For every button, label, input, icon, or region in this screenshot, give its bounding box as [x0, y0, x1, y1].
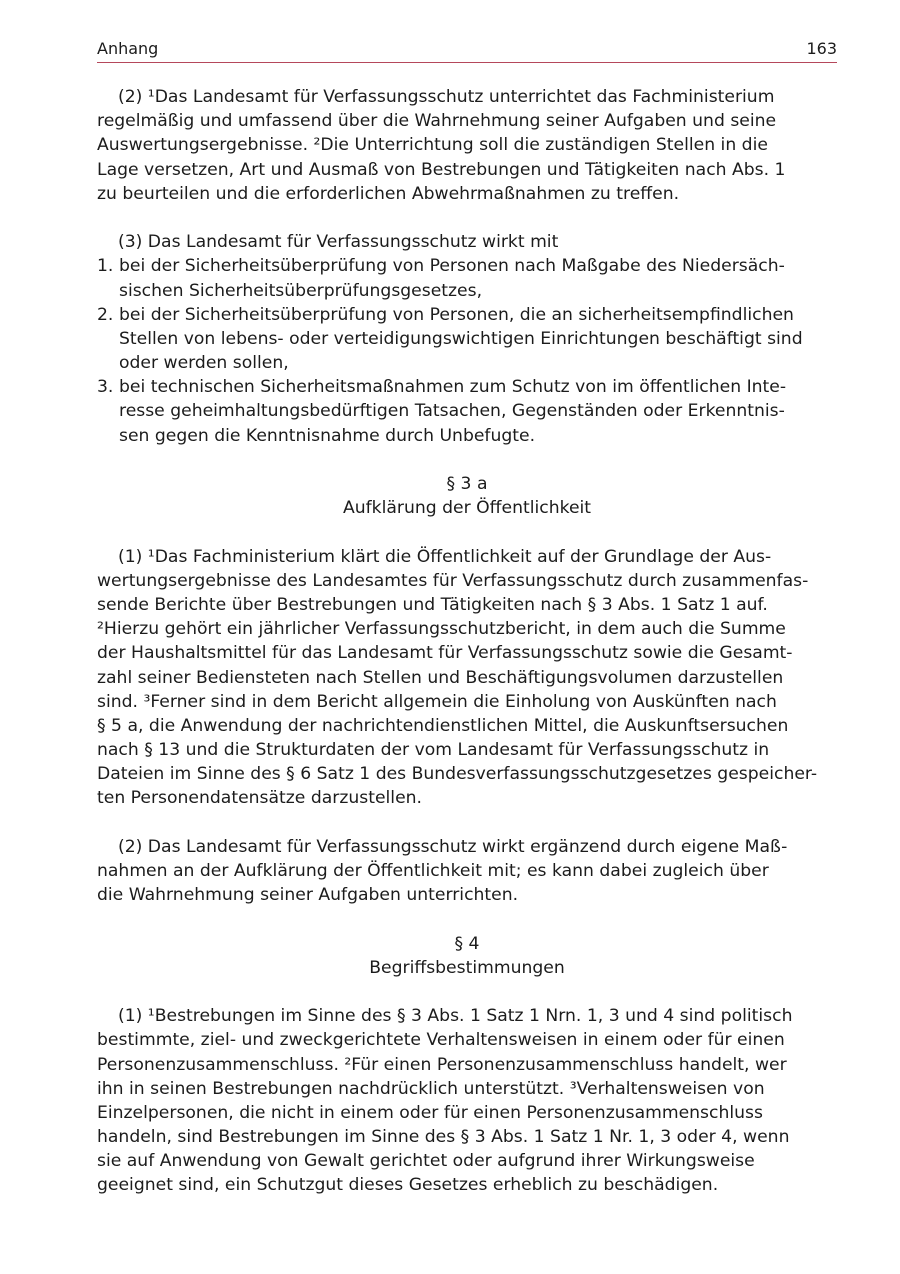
- section-title: Begriffsbestimmungen: [369, 957, 565, 978]
- text-line: (2) Das Landesamt für Verfassungsschutz wirkt ergänzend durch eigene Maß-: [118, 836, 788, 857]
- text-line: geeignet sind, ein Schutzgut dieses Gesetzes erheblich zu beschädigen.: [97, 1175, 719, 1196]
- text-line: nach § 13 und die Strukturdaten der vom Landesamt für Verfassungsschutz in: [97, 740, 770, 761]
- text-line: wertungsergebnisse des Landesamtes für Verfassungsschutz durch zusammenfas-: [97, 570, 809, 591]
- text-line: die Wahrnehmung seiner Aufgaben unterrichten.: [97, 885, 519, 906]
- text-line: nahmen an der Aufklärung der Öffentlichkeit mit; es kann dabei zugleich über: [97, 861, 769, 881]
- spacer: [97, 907, 842, 931]
- text-line: Stellen von lebens- oder verteidigungswichtigen Einrichtungen beschäftigt sind: [119, 328, 803, 349]
- text-line: zu beurteilen und die erforderlichen Abwehrmaßnahmen zu treffen.: [97, 183, 680, 204]
- text-line: oder werden sollen,: [119, 353, 289, 374]
- paragraph-3a-2: [97, 835, 842, 908]
- text-line: Lage versetzen, Art und Ausmaß von Bestrebungen und Tätigkeiten nach Abs. 1: [97, 159, 786, 180]
- text-line: bei technischen Sicherheitsmaßnahmen zum Schutz von im öffentlichen Inte-: [119, 377, 787, 398]
- text-line: sende Berichte über Bestrebungen und Tätigkeiten nach § 3 Abs. 1 Satz 1 auf.: [97, 594, 768, 615]
- paragraph-4-1: [97, 1004, 842, 1198]
- text-line: (1) ¹Bestrebungen im Sinne des § 3 Abs. 1 Satz 1 Nrn. 1, 3 und 4 sind politisch: [118, 1006, 793, 1027]
- text-line: ihn in seinen Bestrebungen nachdrücklich unterstützt. ³Verhaltensweisen von: [97, 1078, 765, 1099]
- text-line: § 5 a, die Anwendung der nachrichtendienstlichen Mittel, die Auskunftsersuchen: [97, 715, 789, 736]
- page-header: [97, 38, 837, 63]
- section-number: § 4: [454, 933, 480, 954]
- running-head-section: Anhang: [97, 39, 159, 58]
- paragraph-3-2: [97, 85, 842, 206]
- paragraph-3-3: [97, 230, 842, 448]
- text-line: Personenzusammenschluss. ²Für einen Personenzusammenschluss handelt, wer: [97, 1054, 787, 1075]
- text-line: (3) Das Landesamt für Verfassungsschutz wirkt mit: [118, 232, 559, 253]
- list-item: [97, 254, 842, 302]
- spacer: [97, 206, 842, 230]
- text-line: sie auf Anwendung von Gewalt gerichtet oder aufgrund ihrer Wirkungsweise: [97, 1151, 755, 1172]
- text-line: zahl seiner Bediensteten nach Stellen und Beschäftigungsvolumen darzustellen: [97, 667, 784, 688]
- spacer: [97, 520, 842, 544]
- text-line: Einzelpersonen, die nicht in einem oder für einen Personenzusammenschluss: [97, 1102, 763, 1123]
- list-item-number: 3.: [97, 377, 114, 398]
- spacer: [97, 980, 842, 1004]
- list-item-number: 1.: [97, 256, 114, 277]
- text-line: Dateien im Sinne des § 6 Satz 1 des Bundesverfassungsschutzgesetzes gespeicher-: [97, 764, 818, 785]
- text-line: bei der Sicherheitsüberprüfung von Personen nach Maßgabe des Niedersäch-: [119, 256, 785, 277]
- list-item: [97, 303, 842, 376]
- text-line: (2) ¹Das Landesamt für Verfassungsschutz unterrichtet das Fachministerium: [118, 87, 775, 107]
- text-line: Auswertungsergebnisse. ²Die Unterrichtung soll die zuständigen Stellen in die: [97, 135, 768, 156]
- paragraph-3a-1: [97, 545, 842, 811]
- text-line: regelmäßig und umfassend über die Wahrnehmung seiner Aufgaben und seine: [97, 111, 777, 132]
- text-line: bei der Sicherheitsüberprüfung von Personen, die an sicherheitsempfindlichen: [119, 304, 794, 325]
- text-line: sen gegen die Kenntnisnahme durch Unbefugte.: [119, 425, 536, 446]
- text-line: sind. ³Ferner sind in dem Bericht allgemein die Einholung von Auskünften nach: [97, 691, 777, 712]
- text-line: handeln, sind Bestrebungen im Sinne des § 3 Abs. 1 Satz 1 Nr. 1, 3 oder 4, wenn: [97, 1127, 790, 1148]
- page-body: [97, 85, 842, 1198]
- section-number: § 3 a: [446, 474, 488, 494]
- section-title: Aufklärung der Öffentlichkeit: [342, 498, 592, 519]
- list-item-number: 2.: [97, 304, 114, 325]
- text-line: ²Hierzu gehört ein jährlicher Verfassungsschutzbericht, in dem auch die Summe: [97, 619, 786, 640]
- text-line: bestimmte, ziel- und zweckgerichtete Verhaltensweisen in einem oder für einen: [97, 1030, 785, 1051]
- list-item: [97, 375, 842, 448]
- text-line: der Haushaltsmittel für das Landesamt für Verfassungsschutz sowie die Gesamt-: [97, 643, 793, 664]
- text-line: (1) ¹Das Fachministerium klärt die Öffentlichkeit auf der Grundlage der Aus-: [118, 546, 772, 567]
- spacer: [97, 448, 842, 472]
- text-line: sischen Sicherheitsüberprüfungsgesetzes,: [119, 280, 483, 301]
- section-4: [97, 932, 842, 1198]
- section-3a: [97, 472, 842, 907]
- spacer: [97, 811, 842, 835]
- page-number: 163: [806, 39, 837, 58]
- text-line: resse geheimhaltungsbedürftigen Tatsachen, Gegenständen oder Erkenntnis-: [119, 401, 785, 422]
- text-line: ten Personendatensätze darzustellen.: [97, 788, 423, 809]
